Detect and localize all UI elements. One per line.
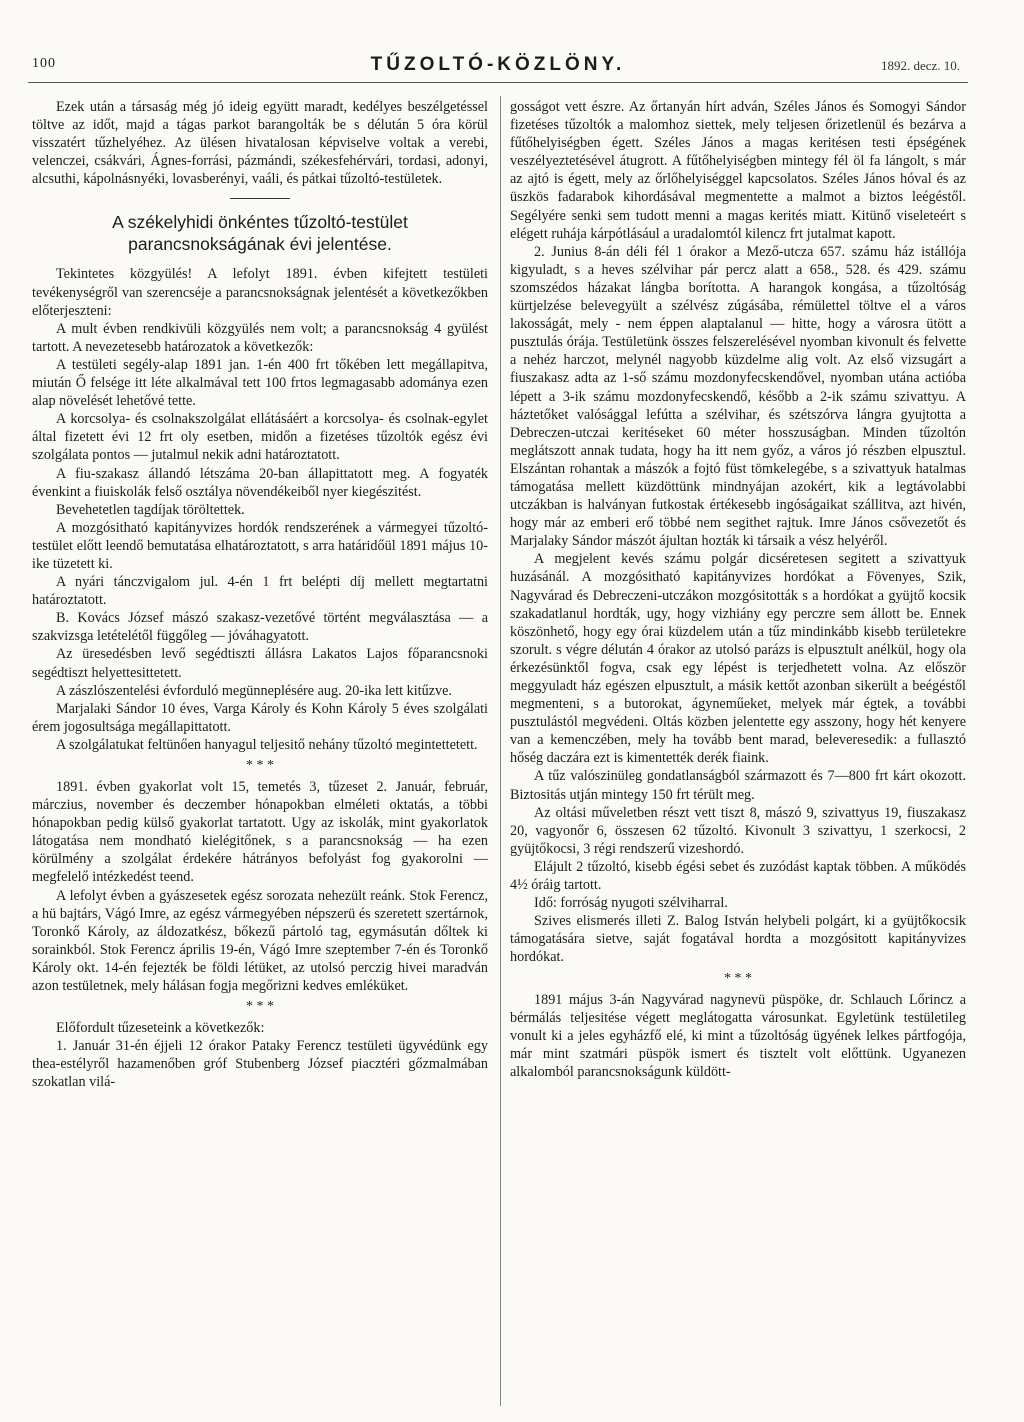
article-paragraph: Marjalaki Sándor 10 éves, Varga Károly és Kohn Károly 5 éves szolgálati érem jogosultsága megállapittatott. bbox=[32, 700, 488, 735]
column-divider bbox=[500, 96, 501, 1406]
publication-title: TŰZOLTÓ-KÖZLÖNY. bbox=[370, 54, 626, 75]
article-paragraph: A nyári tánczvigalom jul. 4-én 1 frt belépti díj mellett megtartatni határoztatott. bbox=[32, 574, 488, 609]
article-paragraph: A fiu-szakasz állandó létszáma 20-ban állapittatott meg. A fogyaték évenkint a fiuiskolák felső osztálya növendékeiből nyer kiegészitést. bbox=[32, 465, 488, 500]
section-rule bbox=[230, 198, 290, 199]
article-paragraph: A mult évben rendkivüli közgyülés nem volt; a parancsnokság 4 gyülést tartott. A nevezetesebb határozatok a következők: bbox=[32, 320, 488, 355]
article-paragraph: A testületi segély-alap 1891 jan. 1-én 400 frt tőkében lett megállapitva, miután Ő felsége itt léte alkalmával tett 100 frtos legmagasabb adománya ezen alap növelését lehetővé tette. bbox=[32, 356, 488, 410]
intro-paragraph: Ezek után a társaság még jó ideig együtt maradt, kedélyes beszélgetéssel töltve az időt, majd a tágas parkot barangolták be s délután 5 óra körül visszatért tűzhelyéhez. Az ülésen hivatalosan képviselve voltak a verebi, velenczei, csákvári, Ágnes-forrási, pázmándi, székesfehérvári, tordasi, adonyi, alcsuthi, kápolnásnyéki, lovasberényi, vaáli, és pátkai tűzoltó-testületek. bbox=[32, 99, 488, 188]
article-paragraph: B. Kovács József mászó szakasz-vezetővé történt megválasztása — a szakvizsga letételétől függőleg — jóváhagyatott. bbox=[32, 610, 488, 645]
article-paragraph: A lefolyt évben a gyászesetek egész sorozata nehezült reánk. Stok Ferencz, a hü bajtárs, Vágó Imre, az egész vármegyében népszerü és szeretett szertárnok, Toronkő Károly, az áldozatkész, bőkezű pártoló tag, egymásután dőltek ki sorainkból. Stok Ferencz április 19-én, Vágó Imre szeptember 7-én és Toronkő Károly okt. 14-én fejezték be földi létüket, az utolsó perczig hivei maradván azon testületnek, mely hálásan fogja megőrizni kedves emléküket. bbox=[32, 887, 488, 995]
left-column bbox=[32, 98, 488, 1092]
page-number: 100 bbox=[32, 56, 56, 71]
article-paragraph: Tekintetes közgyülés! A lefolyt 1891. évben kifejtett testületi tevékenységről van szerencséje a parancsnokságnak jelentését a következőkben előterjeszteni: bbox=[32, 266, 488, 319]
section-stars: * * * bbox=[724, 970, 752, 986]
article-paragraph: 2. Junius 8-án déli fél 1 órakor a Mező-utcza 657. számu ház istállója kigyuladt, s a heves szélvihar pár percz alatt a 658., 528. és 429. számu szomszédos házakat lángba borította. A harangok kongása, a tűzoltóság kürtjelzése belevegyült a szélvész zúgásába, rémülettel töltve el a város lakosságát, mely - nem éppen alaptalanul — hitte, hogy a városra ütött a pusztulás órája. Testületünk összes felszerelésével nyomban kivonult és felvette a nehéz harczot, melynél nagyobb küzdelme alig volt. Az első vizsugárt a fiuszakasz adta az 1-ső számu mozdonyfecskendővel, nyomban utána actióba lépett a 3-ik számu mozdonyfecskendő, később a 2-ik számu szivattyu. A háztetőket valósággal lefútta a szélvihar, és szétszórva lángra gyujtotta a Debreczen-utczai keritéseket 60 méter hosszuságban. Minden tűzoltón meglátszott annak tudata, hogy ha itt nem győz, a város jó részben elpusztul. Elszántan rohantak a mászók a fojtó füst tömkelegébe, s a szivattyuk hatalmas támogatása mellett küzdöttünk mindnyájan azokért, kik a legtávolabbi utczákban is halványan futkostak értékesebb ingóságaikat szállitva, azt hivén, hogy már az emberi erő többé nem segithet rajtuk. Imre János csővezetőt és Marjalaky Sándor mászót ájultan hozták ki társaik a vész helyéről. bbox=[510, 243, 966, 550]
article-paragraph: Elájult 2 tűzoltó, kisebb égési sebet és zuzódást kaptak többen. A működés 4½ óráig tartott. bbox=[510, 858, 966, 894]
article-paragraph: A mozgósitható kapitányvizes hordók rendszerének a vármegyei tűzoltó-testület előtt leendő bemutatása elhatároztatott, s arra határidőül 1891 május 10-ike tüzetett ki. bbox=[32, 519, 488, 572]
article-paragraph: A tűz valószinüleg gondatlanságból származott és 7—800 frt kárt okozott. Biztositás utján mintegy 150 frt térült meg. bbox=[510, 768, 966, 803]
article-paragraph: A megjelent kevés számu polgár dicséretesen segitett a szivattyuk huzásánál. A mozgósitható kapitányvizes hordókat a Fövenyes, Szik, Nagyvárad és Debreczeni-utczákon mozgósitották s a hordókat a gyüjtő kocsik szakadatlanul hordták, ugy, hogy vizhiány egy perczre sem állott be. Ennek köszönhető, hogy egy órai küzdelem után a tűz mindinkább kisebb területekre szorult. s végre délután 4 órakor az utolsó parázs is elpusztult anélkül, hogy ola érkezésünktől fogva, csak egy lépést is terjedhetett volna. Az először meggyuladt ház egészen elpusztult, a másik kettőt azonban sikerült a beégéstől megmenteni, s a butorokat, ágyneműeket, melyek már égtek, a további pusztulástól megvédeni. Oltás közben jelentette egy asszony, hogy hét kenyere van a kemenczében, mely ha tovább bent marad, beleveresedik: a fullasztó hőség daczára ezt is kimentették derék fiaink. bbox=[510, 551, 966, 767]
article-paragraph: A zászlószentelési évforduló megünneplésére aug. 20-ika lett kitűzve. bbox=[56, 682, 452, 699]
article-paragraph: Idő: forróság nyugoti szélviharral. bbox=[534, 895, 728, 912]
article-paragraph: A szolgálatukat feltünően hanyagul teljesitő nehány tűzoltó megintettetett. bbox=[56, 736, 478, 753]
article-paragraph: 1891. évben gyakorlat volt 15, temetés 3, tűzeset 2. Január, február, márczius, november és deczember hónapokban elméleti oktatás, a többi hónapokban pedig külső gyakorlat tartatott. Ugy az iskolák, mint gyakorlatok látogatása nem mondható kielégitőnek, s a parancsnokság — ha ezen körülmény a szolgálat érdekére hátrányos befolyást fog gyakorolni — megfelelő intézkedést teend. bbox=[32, 779, 488, 886]
article-heading: A székelyhidi önkéntes tűzoltó-testület parancsnokságának évi jelentése. bbox=[112, 212, 408, 255]
section-stars: * * * bbox=[246, 758, 274, 773]
right-column bbox=[510, 98, 966, 1081]
article-paragraph: Bevehetetlen tagdíjak töröltettek. bbox=[56, 501, 245, 518]
issue-date: 1892. decz. 10. bbox=[880, 58, 960, 73]
article-paragraph: A korcsolya- és csolnakszolgálat ellátásáért a korcsolya- és csolnak-egylet által fizetett évi 12 frt oly esetben, midőn a fizetéses tűzoltók egész évi szolgálata pontos — jutalmul nekik adni határoztatott. bbox=[32, 411, 488, 464]
section-stars: * * * bbox=[246, 999, 274, 1015]
article-paragraph: Az oltási műveletben részt vett tiszt 8, mászó 9, szivattyus 19, fiuszakasz 20, vagyonőr 6, összesen 62 tűzoltó. Kivonult 3 szivattyu, 1 szerkocsi, 2 gyüjtőkocsi, 3 régi rendszerű vizeshordó. bbox=[510, 804, 966, 857]
article-paragraph: Az üresedésben levő segédtiszti állásra Lakatos Lajos főparancsnoki segédtiszt helyettesittetett. bbox=[32, 646, 488, 681]
article-paragraph: Szives elismerés illeti Z. Balog István helybeli polgárt, ki a gyüjtőkocsik támogatására sietve, saját fogatával hordta a mozgósitott kapitányvizes hordókat. bbox=[510, 913, 966, 966]
article-paragraph: gosságot vett észre. Az őrtanyán hírt adván, Széles János és Somogyi Sándor fizetéses tűzoltók a malomhoz siettek, mely teljesen őrizetlenül és bezárva a fűtőhelyiségben égett. Széles János a magas keritésen testi épségének veszélyeztetésével átugrott. A fűtőhelyiségben mintegy fél öl fa lángolt, s már az ajtó is égett, mely az őrlőhelyiséggel kapcsolatos. Széles János hóval és az üszkös fadarabok kihordásával megmentette a malmot a biztos leégéstől. Segélyére senki sem tudott menni a magas kerités miatt. Kitünő viseleteért s elégett ruhája kárpótlásául a uradalomtól kilencz frt jutalmat kapott. bbox=[510, 99, 966, 242]
page-header bbox=[28, 52, 968, 83]
article-paragraph: 1891 május 3-án Nagyvárad nagynevü püspöke, dr. Schlauch Lőrincz a bérmálás teljesitése végett meglátogatta városunkat. Egyletünk testületileg vonult ki a jeles egyházfő elé, ki mint a tűzoltóság ügyének lelkes pártfogója, már mint szatmári püspök ismert és tisztelt volt előttünk. Ugyanezen alkalomból parancsnokságunk küldött- bbox=[510, 991, 966, 1080]
article-paragraph: Előfordult tűzeseteink a következők: bbox=[56, 1020, 265, 1037]
article-paragraph: 1. Január 31-én éjjeli 12 órakor Pataky Ferencz testületi ügyvédünk egy thea-estélyről hazamenőben gróf Stubenberg József piacztéri gőzmalmában szokatlan vilá- bbox=[32, 1038, 488, 1091]
